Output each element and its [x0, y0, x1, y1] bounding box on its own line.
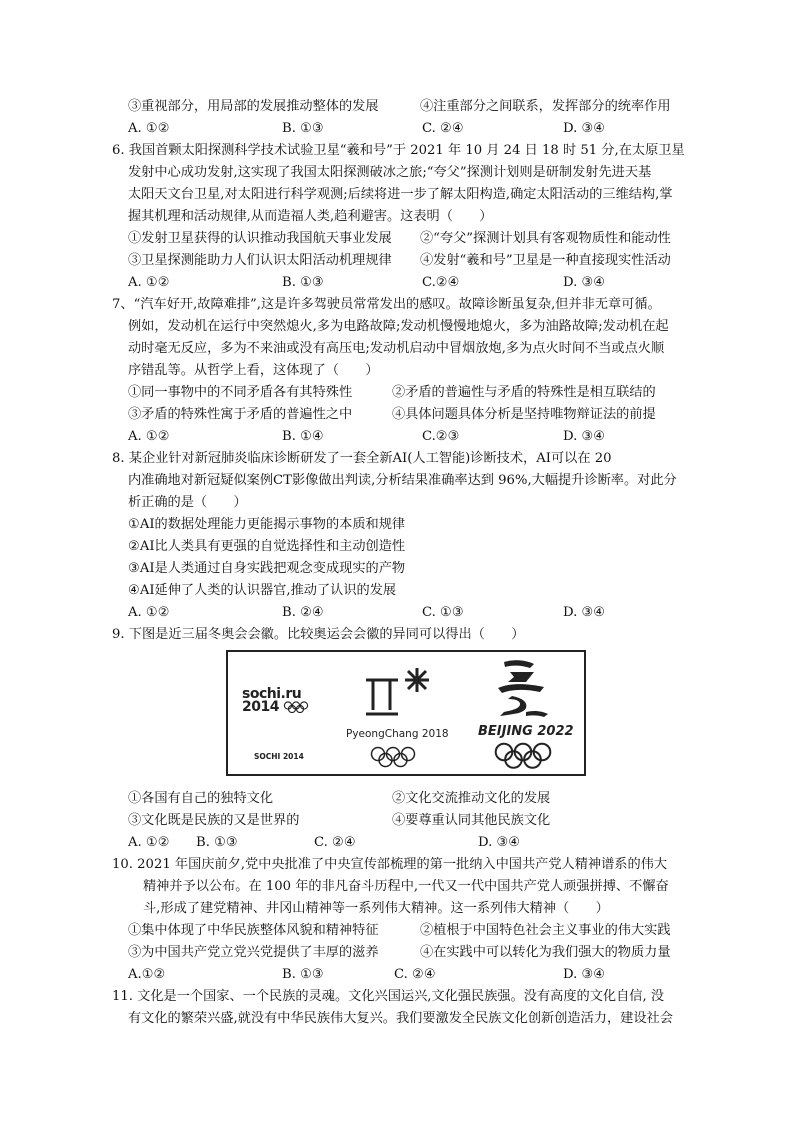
- q8-stem-line-2: 内准确地对新冠疑似案例CT影像做出判读,分析结果准确率达到 96%,大幅提升诊断率。对此分: [128, 473, 677, 488]
- sochi-logo-line-1: sochi.ru: [242, 686, 302, 702]
- beijing-2022-emblem-icon: [490, 658, 552, 720]
- q7-option-3: ③矛盾的特殊性寓于矛盾的普遍性之中: [128, 407, 353, 422]
- q8-option-2: ②AI比人类具有更强的自觉选择性和主动创造性: [128, 539, 406, 554]
- q9-option-1: ①各国有自己的独特文化: [128, 791, 274, 806]
- q6-choice-d: D. ③④: [563, 275, 606, 290]
- beijing-caption: BEIJING 2022: [478, 724, 574, 739]
- pyeongchang-olympic-rings-icon: [370, 746, 416, 768]
- q10-option-1: ①集中体现了中华民族整体风貌和精神特征: [128, 923, 379, 938]
- q8-option-1: ①AI的数据处理能力更能揭示事物的本质和规律: [128, 517, 406, 532]
- q9-option-3: ③文化既是民族的又是世界的: [128, 813, 300, 828]
- q8-choice-d: D. ③④: [563, 605, 606, 620]
- q7-stem-line-3: 动时毫无反应，多为不来油或没有高压电;发动机启动中冒烟放炮,多为点火时间不当或点火顺: [128, 341, 665, 356]
- q10-option-4: ④在实践中可以转化为我们强大的物质力量: [420, 945, 671, 960]
- q9-choice-c: C. ②④: [314, 835, 356, 850]
- q8-choice-a: A. ①②: [128, 605, 170, 620]
- q5-option-4: ④注重部分之间联系，发挥部分的统率作用: [420, 99, 671, 114]
- q10-choice-c: C. ②④: [394, 967, 436, 982]
- q8-choice-b: B. ②④: [282, 605, 324, 620]
- q8-stem-line-3: 析正确的是（ ）: [128, 495, 247, 510]
- q8-option-4: ④AI延伸了人类的认识器官,推动了认识的发展: [128, 583, 397, 598]
- q11-stem-line-2: 有文化的繁荣兴盛,就没有中华民族伟大复兴。我们要激发全民族文化创新创造活力，建设社会: [128, 1011, 673, 1026]
- q6-option-4: ④发射“羲和号”卫星是一种直接现实性活动: [420, 253, 671, 268]
- sochi-logo-line-2: 2014: [242, 699, 279, 715]
- sochi-2014-logo: [242, 688, 309, 714]
- q7-choice-c: C.②③: [422, 429, 460, 444]
- q5-choice-c: C. ②④: [422, 121, 464, 136]
- q9-choice-b: B. ①③: [196, 835, 238, 850]
- q6-option-1: ①发射卫星获得的认识推动我国航天事业发展: [128, 231, 392, 246]
- q10-choice-d: D. ③④: [563, 967, 606, 982]
- q6-stem-line-1: 6. 我国首颗太阳探测科学技术试验卫星“羲和号”于 2021 年 10 月 24 日 18 时 51 分,在太原卫星: [112, 143, 685, 158]
- q10-choice-a: A.①②: [128, 967, 166, 982]
- q7-stem-line-1: 7、“汽车好开,故障难排”,这是许多驾驶员常常发出的感叹。故障诊断虽复杂,但并非无章可循。: [112, 297, 661, 312]
- q6-choice-a: A. ①②: [128, 275, 170, 290]
- q11-stem-line-1: 11. 文化是一个国家、一个民族的灵魂。文化兴国运兴,文化强民族强。没有高度的文化自信, 没: [112, 989, 665, 1004]
- q9-choice-a: A. ①②: [128, 835, 170, 850]
- q10-stem-line-2: 精神并予以公布。在 100 年的非凡奋斗历程中,一代又一代中国共产党人顽强拼搏、不懈奋: [143, 879, 669, 894]
- q8-option-3: ③AI是人类通过自身实践把观念变成现实的产物: [128, 561, 406, 576]
- olympic-emblems-figure: [226, 650, 586, 776]
- q6-stem-line-2: 发射中心成功发射,这实现了我国太阳探测破冰之旅;“夸父”探测计划则是研制发射先进天基: [128, 165, 652, 180]
- sochi-caption: SOCHI 2014: [254, 752, 304, 761]
- q7-choice-a: A. ①②: [128, 429, 170, 444]
- q6-stem-line-4: 握其机理和活动规律,从而造福人类,趋利避害。这表明（ ）: [128, 209, 493, 224]
- q7-choice-b: B. ①④: [282, 429, 324, 444]
- q7-choice-d: D. ③④: [563, 429, 606, 444]
- q8-choice-c: C. ①③: [422, 605, 464, 620]
- beijing-olympic-rings-icon: [494, 742, 552, 770]
- q10-option-2: ②植根于中国特色社会主义事业的伟大实践: [420, 923, 671, 938]
- q9-choice-d: D. ③④: [478, 835, 521, 850]
- q7-option-2: ②矛盾的普遍性与矛盾的特殊性是相互联结的: [392, 385, 656, 400]
- q7-option-4: ④具体问题具体分析是坚持唯物辩证法的前提: [392, 407, 656, 422]
- sochi-olympic-rings-icon: [283, 701, 309, 713]
- q6-choice-b: B. ①③: [282, 275, 324, 290]
- q6-choice-c: C.②④: [422, 275, 460, 290]
- q7-stem-line-2: 例如，发动机在运行中突然熄火,多为电路故障;发动机慢慢地熄火，多为油路故障;发动机在起: [128, 319, 669, 334]
- q7-stem-line-4: 序错乱等。从哲学上看，这体现了（ ）: [128, 363, 379, 378]
- q8-stem-line-1: 8. 某企业针对新冠肺炎临床诊断研发了一套全新AI(人工智能)诊断技术，AI可以在 20: [112, 451, 612, 466]
- q9-option-4: ④要尊重认同其他民族文化: [392, 813, 551, 828]
- q10-option-3: ③为中国共产党立党兴党提供了丰厚的滋养: [128, 945, 379, 960]
- q9-option-2: ②文化交流推动文化的发展: [392, 791, 551, 806]
- q7-option-1: ①同一事物中的不同矛盾各有其特殊性: [128, 385, 353, 400]
- pyeongchang-caption: PyeongChang 2018: [346, 728, 449, 740]
- q5-option-3: ③重视部分，用局部的发展推动整体的发展: [128, 99, 379, 114]
- q5-choice-b: B. ①③: [282, 121, 324, 136]
- q10-stem-line-1: 10. 2021 年国庆前夕,党中央批准了中央宣传部梳理的第一批纳入中国共产党人精神谱系的伟大: [112, 857, 668, 872]
- q10-stem-line-3: 斗,形成了建党精神、井冈山精神等一系列伟大精神。这一系列伟大精神（ ）: [143, 901, 609, 916]
- q9-stem-line-1: 9. 下图是近三届冬奥会会徽。比较奥运会会徽的异同可以得出（ ）: [112, 627, 525, 642]
- q5-choice-d: D. ③④: [563, 121, 606, 136]
- q5-choice-a: A. ①②: [128, 121, 170, 136]
- q6-option-3: ③卫星探测能助力人们认识太阳活动机理规律: [128, 253, 392, 268]
- q10-choice-b: B. ①③: [282, 967, 324, 982]
- q6-stem-line-3: 太阳天文台卫星,对太阳进行科学观测;后续将进一步了解太阳构造,确定太阳活动的三维结构,掌: [128, 187, 673, 202]
- pyeongchang-emblem-icon: [364, 666, 432, 720]
- q6-option-2: ②“夸父”探测计划具有客观物质性和能动性: [420, 231, 671, 246]
